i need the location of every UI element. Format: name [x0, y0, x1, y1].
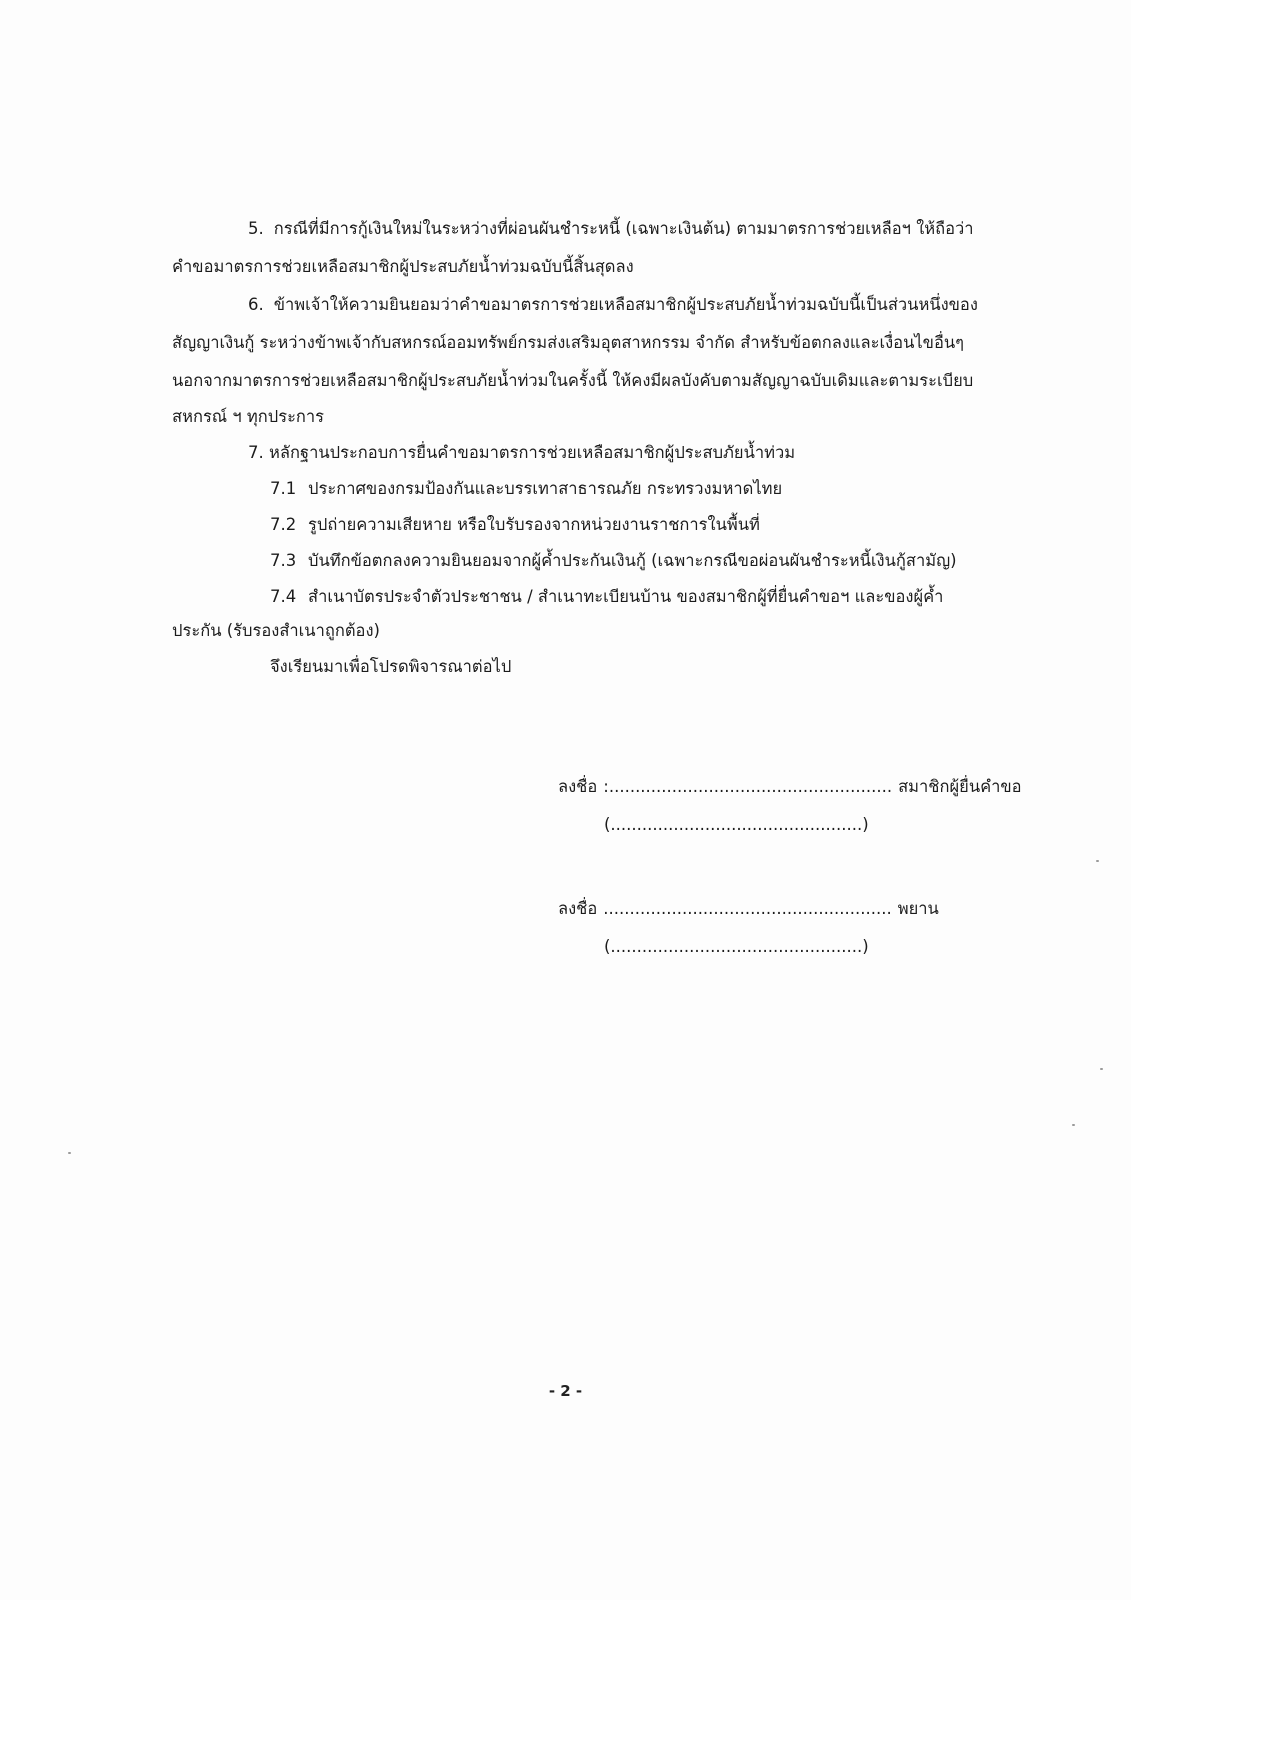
- item-7-1-text: ประกาศของกรมป้องกันและบรรเทาสาธารณภัย กระทรวงมหาดไทย: [308, 479, 783, 498]
- scan-speck: [1096, 860, 1099, 862]
- item-6-number: 6.: [248, 295, 264, 314]
- page-number: - 2 -: [548, 1382, 583, 1400]
- item-7-3-text: บันทึกข้อตกลงความยินยอมจากผู้ค้ำประกันเงินกู้ (เฉพาะกรณีขอผ่อนผันชำระหนี้เงินกู้สามัญ): [308, 551, 957, 570]
- item-7-2-text: รูปถ่ายความเสียหาย หรือใบรับรองจากหน่วยงานราชการในพื้นที่: [308, 515, 760, 534]
- scan-speck: [68, 1152, 71, 1154]
- item-5-number: 5.: [248, 219, 264, 238]
- item-7-4-continuation: ประกัน (รับรองสำเนาถูกต้อง): [172, 621, 380, 640]
- item-5-line-2: คำขอมาตรการช่วยเหลือสมาชิกผู้ประสบภัยน้ำท่วมฉบับนี้สิ้นสุดลง: [172, 257, 634, 276]
- item-7-heading: 7. หลักฐานประกอบการยื่นคำขอมาตรการช่วยเหลือสมาชิกผู้ประสบภัยน้ำท่วม: [248, 443, 796, 462]
- signature-member: [558, 776, 1022, 798]
- item-7-4-text: สำเนาบัตรประจำตัวประชาชน / สำเนาทะเบียนบ้าน ของสมาชิกผู้ที่ยื่นคำขอฯ และของผู้ค้ำ: [308, 587, 944, 606]
- item-7-4: [270, 586, 943, 608]
- item-5-text: กรณีที่มีการกู้เงินใหม่ในระหว่างที่ผ่อนผันชำระหนี้ (เฉพาะเงินต้น) ตามมาตรการช่วยเหลือฯ ให้ถือว่า: [273, 219, 974, 238]
- scan-speck: [1072, 1124, 1075, 1126]
- signature-member-role: สมาชิกผู้ยื่นคำขอ: [898, 777, 1022, 796]
- item-6-line-1: [248, 294, 978, 316]
- item-6-line-4: สหกรณ์ ฯ ทุกประการ: [172, 407, 325, 426]
- item-7-2-number: 7.2: [270, 515, 297, 534]
- item-7-4-number: 7.4: [270, 587, 297, 606]
- signature-member-label: ลงชื่อ: [558, 777, 598, 796]
- item-7-1-number: 7.1: [270, 479, 297, 498]
- signature-witness: [558, 898, 939, 920]
- signature-witness-name-line: (................................................): [604, 937, 869, 956]
- signature-witness-line: .......................................................: [603, 899, 892, 918]
- item-5-line-1: [248, 218, 974, 240]
- scan-speck: [1100, 1068, 1103, 1070]
- signature-witness-role: พยาน: [897, 899, 939, 918]
- signature-member-name-line: (................................................): [604, 815, 869, 834]
- item-6-line-2: สัญญาเงินกู้ ระหว่างข้าพเจ้ากับสหกรณ์ออมทรัพย์กรมส่งเสริมอุตสาหกรรม จำกัด สำหรับข้อตกลงและเงื่อนไขอื่นๆ: [172, 333, 964, 352]
- item-7-1: [270, 478, 782, 500]
- closing-sentence: จึงเรียนมาเพื่อโปรดพิจารณาต่อไป: [270, 657, 512, 676]
- item-7-3: [270, 550, 957, 572]
- item-6-line-3: นอกจากมาตรการช่วยเหลือสมาชิกผู้ประสบภัยน้ำท่วมในครั้งนี้ ให้คงมีผลบังคับตามสัญญาฉบับเดิมและตามระเบียบ: [172, 371, 974, 390]
- signature-member-line: :......................................................: [603, 777, 893, 796]
- item-7-2: [270, 514, 760, 536]
- item-7-3-number: 7.3: [270, 551, 297, 570]
- signature-witness-label: ลงชื่อ: [558, 899, 598, 918]
- item-6-text: ข้าพเจ้าให้ความยินยอมว่าคำขอมาตรการช่วยเหลือสมาชิกผู้ประสบภัยน้ำท่วมฉบับนี้เป็นส่วนหนึ่งของ: [273, 295, 978, 314]
